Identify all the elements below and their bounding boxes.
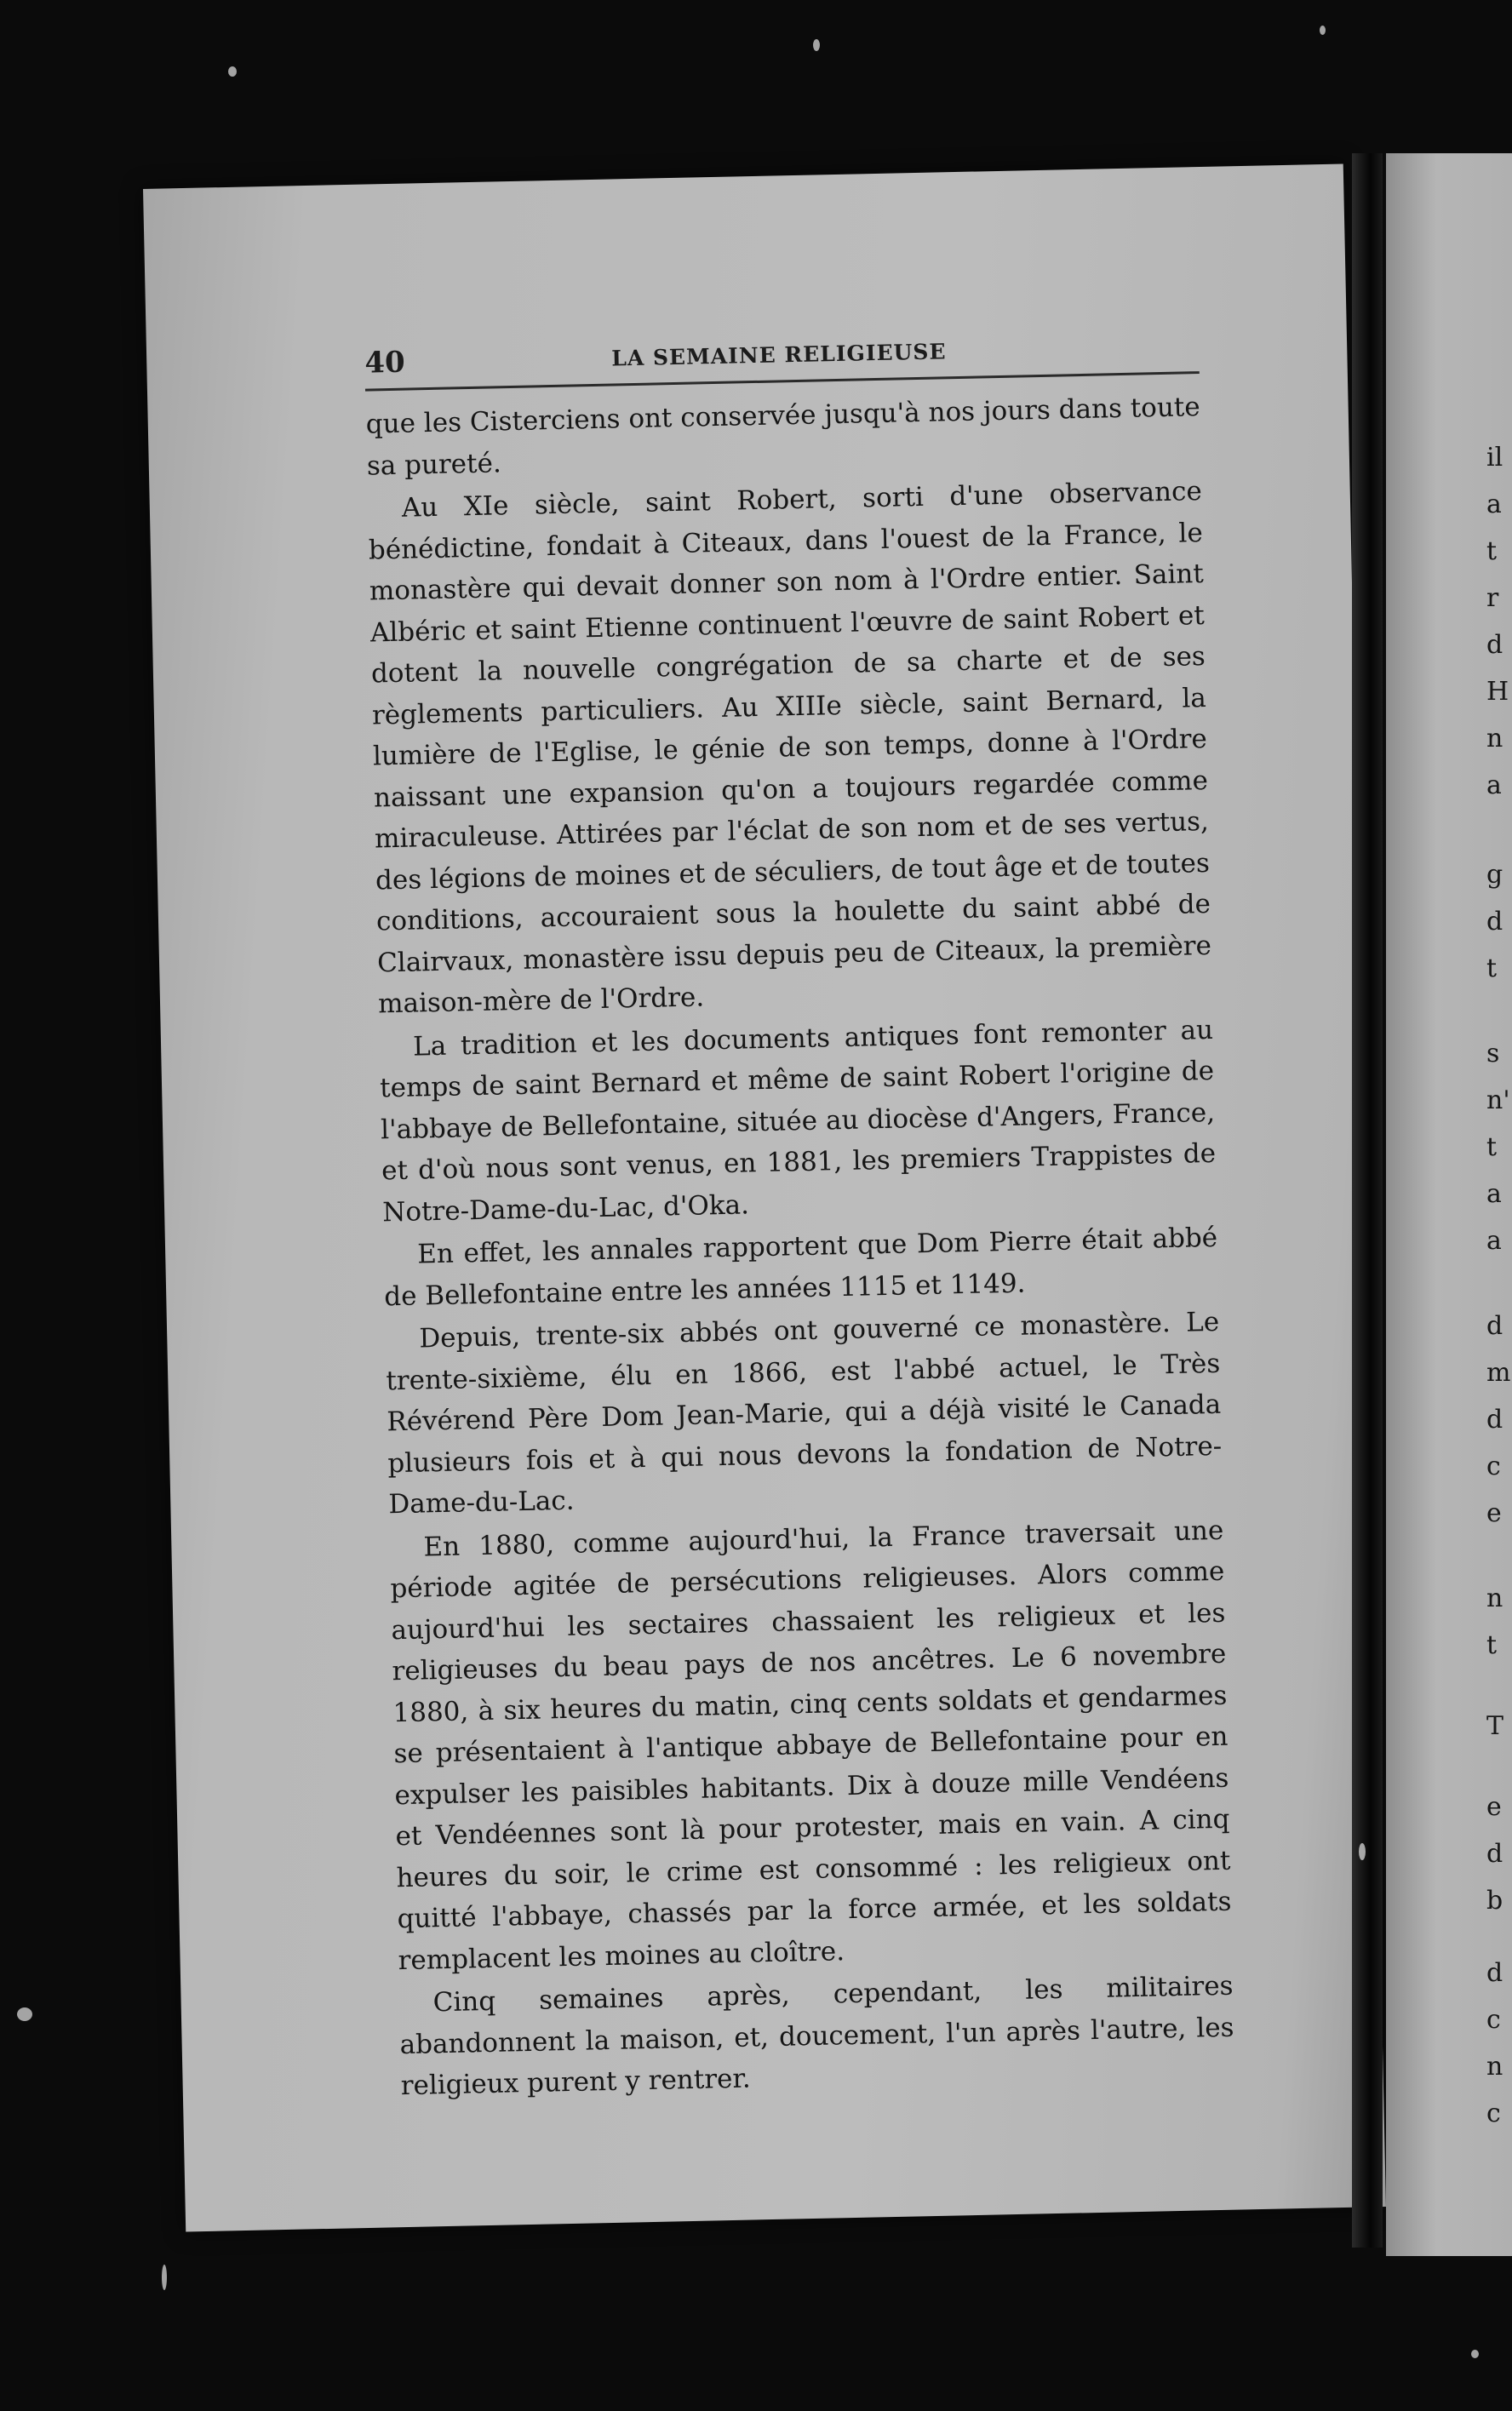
- paragraph-5: Depuis, trente-six abbés ont gouverné ce monastère. Le trente-sixième, élu en 1866, est l'abbé actuel, le Très Révérend Père Dom Jean-Marie, qui a déjà visité le Canada plusieurs fois et à qui nous devons la fondation de Notre-Dame-du-Lac.: [386, 1306, 1223, 1520]
- dust-speck: [1320, 26, 1326, 35]
- dust-speck: [813, 39, 820, 51]
- dust-speck: [17, 2007, 32, 2021]
- facing-line: a: [1486, 1226, 1502, 1256]
- paragraph-2: Au XIe siècle, saint Robert, sorti d'une observance bénédictine, fondait à Citeaux, dans l'ouest de la France, le monastère qui devait donner son nom à l'Ordre entier. Saint Albéric et saint Etienne continuent l'œuvre de saint Robert et dotent la nouvelle congrégation de sa charte et de ses règlements particuliers. Au XIIIe siècle, saint Bernard, la lumière de l'Eglise, le génie de son temps, donne à l'Ordre naissant une expansion qu'on a toujours regardée comme miraculeuse. Attirées par l'éclat de son nom et de ses vertus, des légions de moines et de séculiers, de tout âge et de toutes conditions, accouraient sous la houlette du saint abbé de Clairvaux, monastère issu depuis peu de Citeaux, la première maison-mère de l'Ordre.: [368, 476, 1212, 1020]
- facing-line: r: [1486, 583, 1499, 613]
- facing-line: il: [1486, 443, 1503, 472]
- facing-line: m: [1486, 1358, 1511, 1388]
- facing-page: [1386, 153, 1512, 2256]
- facing-line: c: [1486, 1452, 1501, 1481]
- facing-line: d: [1486, 1311, 1503, 1341]
- paragraph-7: Cinq semaines après, cependant, les militaires abandonnent la maison, et, doucement, l'un après l'autre, les religieux purent y rentrer.: [399, 1970, 1234, 2102]
- facing-line: b: [1486, 1886, 1503, 1916]
- body-text: [365, 387, 1235, 2107]
- facing-line: g: [1486, 860, 1503, 890]
- facing-line: a: [1486, 1179, 1502, 1209]
- dust-speck: [162, 2265, 167, 2290]
- paragraph-1: que les Cisterciens ont conservée jusqu'à nos jours dans toute sa pureté.: [365, 392, 1201, 482]
- facing-line: n: [1486, 1583, 1503, 1613]
- facing-line: t: [1486, 1630, 1498, 1660]
- paragraph-3: La tradition et les documents antiques font remonter au temps de saint Bernard et même de saint Robert l'origine de l'abbaye de Bellefontaine, située au diocèse d'Angers, France, et d'où nous sont venus, en 1881, les premiers Trappistes de Notre-Dame-du-Lac, d'Oka.: [379, 1014, 1217, 1228]
- facing-line: d: [1486, 1839, 1503, 1869]
- dust-speck: [228, 66, 237, 77]
- facing-line: t: [1486, 536, 1498, 566]
- paragraph-6: En 1880, comme aujourd'hui, la France traversait une période agitée de persécutions religieuses. Alors comme aujourd'hui les sectaires chassaient les religieux et les religieuses du beau pays de nos ancêtres. Le 6 novembre 1880, à six heures du matin, cinq cents soldats et gendarmes se présentaient à l'antique abbaye de Bellefontaine pour en expulser les paisibles habitants. Dix à douze mille Vendéens et Vendéennes sont là pour protester, mais en vain. A cinq heures du soir, le crime est consommé : les religieux ont quitté l'abbaye, chassés par la force armée, et les soldats remplacent les moines au cloître.: [390, 1515, 1232, 1976]
- facing-line: d: [1486, 1958, 1503, 1988]
- facing-line: s: [1486, 1039, 1500, 1068]
- facing-line: t: [1486, 1132, 1498, 1162]
- facing-line: c: [1486, 2005, 1501, 2035]
- facing-line: e: [1486, 1792, 1502, 1822]
- running-head: LA SEMAINE RELIGIEUSE: [610, 339, 947, 371]
- facing-line: d: [1486, 630, 1503, 660]
- paragraph-4: En effet, les annales rapportent que Dom Pierre était abbé de Bellefontaine entre les années 1115 et 1149.: [383, 1222, 1218, 1312]
- facing-line: a: [1486, 770, 1502, 800]
- facing-line: n': [1486, 1085, 1510, 1115]
- facing-line: T: [1486, 1711, 1504, 1741]
- dust-speck: [1471, 2350, 1479, 2358]
- facing-line: d: [1486, 907, 1503, 936]
- page-gutter: [1352, 153, 1383, 2248]
- facing-line: H: [1486, 677, 1509, 707]
- facing-line: d: [1486, 1405, 1503, 1435]
- facing-line: n: [1486, 2052, 1503, 2082]
- facing-line: e: [1486, 1498, 1502, 1528]
- page-header: [364, 329, 1200, 392]
- page-number: 40: [364, 345, 406, 381]
- dust-speck: [1359, 1843, 1366, 1860]
- facing-line: t: [1486, 954, 1498, 983]
- facing-line: n: [1486, 724, 1503, 753]
- book-page: [143, 163, 1386, 2231]
- facing-line: c: [1486, 2099, 1501, 2128]
- facing-line: a: [1486, 490, 1502, 519]
